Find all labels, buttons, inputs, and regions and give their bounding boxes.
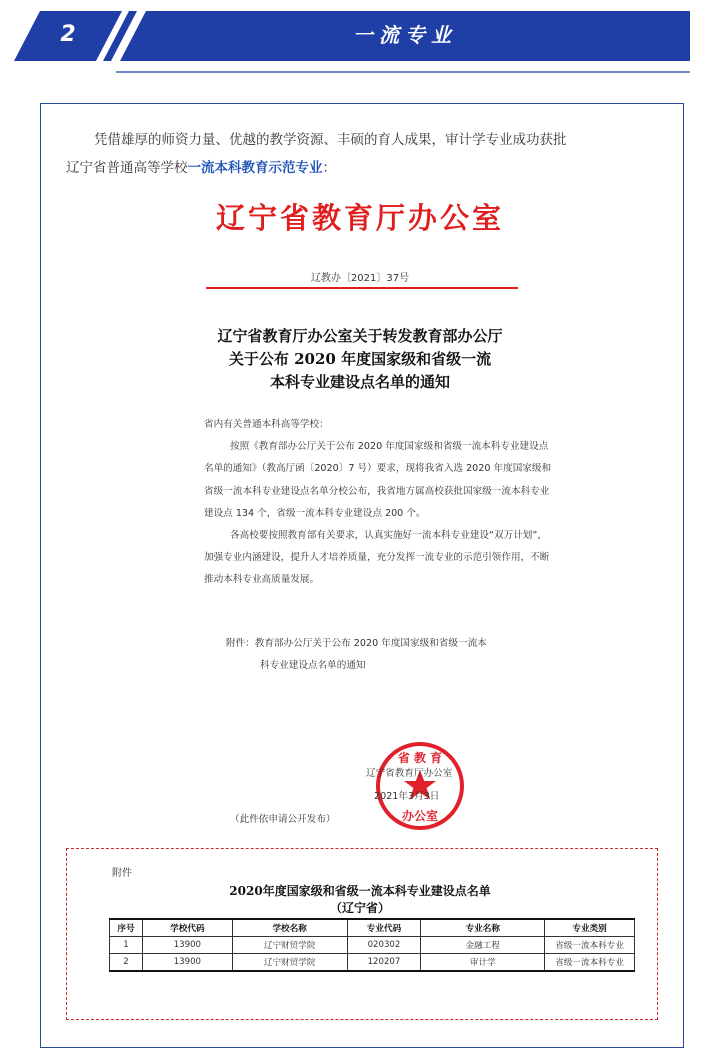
table-cell: 13900	[142, 954, 232, 972]
attachment-line-1: 附件：教育部办公厅关于公布 2020 年度国家级和省级一流本	[226, 638, 487, 649]
column-header: 学校代码	[142, 919, 232, 937]
table-cell: 审计学	[421, 954, 545, 972]
signing-unit: 辽宁省教育厅办公室	[366, 768, 453, 779]
column-header: 序号	[110, 919, 143, 937]
table-row	[110, 937, 635, 954]
section-banner	[0, 0, 720, 80]
attachment-subtitle: （辽宁省）	[329, 901, 390, 915]
svg-text:办公室: 办公室	[401, 809, 439, 823]
title-line-2: 关于公布 2020 年度国家级和省级一流	[228, 350, 492, 368]
table-row	[110, 954, 635, 972]
document-title	[140, 325, 580, 394]
intro-highlight: 一流本科教育示范专业	[187, 160, 323, 176]
table-cell: 020302	[347, 937, 421, 954]
section-number: 2	[60, 22, 76, 47]
public-note: （此件依申请公开发布）	[230, 814, 336, 825]
table-cell: 辽宁财贸学院	[232, 954, 347, 972]
column-header: 学校名称	[232, 919, 347, 937]
column-header: 专业名称	[421, 919, 545, 937]
attachment-line-2: 科专业建设点名单的通知	[260, 660, 366, 671]
document-number: 辽教办〔2021〕37号	[310, 273, 410, 284]
document-body	[204, 414, 554, 592]
attachment-title-main: 2020年度国家级和省级一流本科专业建设点名单	[229, 884, 491, 898]
red-divider	[206, 287, 518, 289]
body-paragraph-1: 按照《教育部办公厅关于公布 2020 年度国家级和省级一流本科专业建设点名单的通知》（教高厅函〔2020〕7 号）要求，现将我省入选 2020 年度国家级和省级一流本科专业建设点名单分校公布，我省地方属高校获批国家级一流本科专业建设点 134 个，省级一流本科专业建设点 200 个。	[204, 441, 552, 519]
section-title: 一流专业	[353, 23, 457, 47]
signing-date: 2021年3月3日	[374, 791, 440, 802]
table-cell: 13900	[142, 937, 232, 954]
table-cell: 2	[110, 954, 143, 972]
intro-paragraph	[66, 126, 666, 182]
intro-line-2	[66, 154, 666, 182]
official-seal	[374, 740, 466, 832]
intro-prefix: 辽宁省普通高等学校	[66, 160, 188, 176]
title-line-1: 辽宁省教育厅办公室关于转发教育部办公厅	[217, 327, 503, 345]
body-paragraph-2: 各高校要按照教育部有关要求，认真实施好一流本科专业建设“双万计划”，加强专业内涵建设，提升人才培养质量，充分发挥一流专业的示范引领作用，不断推动本科专业高质量发展。	[204, 530, 550, 586]
column-header: 专业代码	[347, 919, 421, 937]
attachment-title	[150, 883, 570, 917]
program-list-table	[109, 918, 635, 972]
attachment-label: 附件	[112, 868, 132, 879]
column-header: 专业类别	[545, 919, 635, 937]
table-cell: 120207	[347, 954, 421, 972]
intro-line-1: 凭借雄厚的师资力量、优越的教学资源、丰硕的育人成果，审计学专业成功获批	[94, 132, 567, 148]
table-cell: 辽宁财贸学院	[232, 937, 347, 954]
issuer-heading: 辽宁省教育厅办公室	[215, 201, 504, 235]
table-header-row	[110, 919, 635, 937]
attachment-note	[226, 633, 546, 677]
table-cell: 省级一流本科专业	[545, 954, 635, 972]
table-cell: 省级一流本科专业	[545, 937, 635, 954]
salutation: 省内有关普通本科高等学校：	[204, 419, 329, 430]
table-cell: 1	[110, 937, 143, 954]
table-cell: 金融工程	[421, 937, 545, 954]
svg-text:省 教 育: 省 教 育	[397, 751, 443, 765]
title-line-3: 本科专业建设点名单的通知	[269, 373, 450, 391]
intro-suffix: ：	[322, 160, 336, 176]
